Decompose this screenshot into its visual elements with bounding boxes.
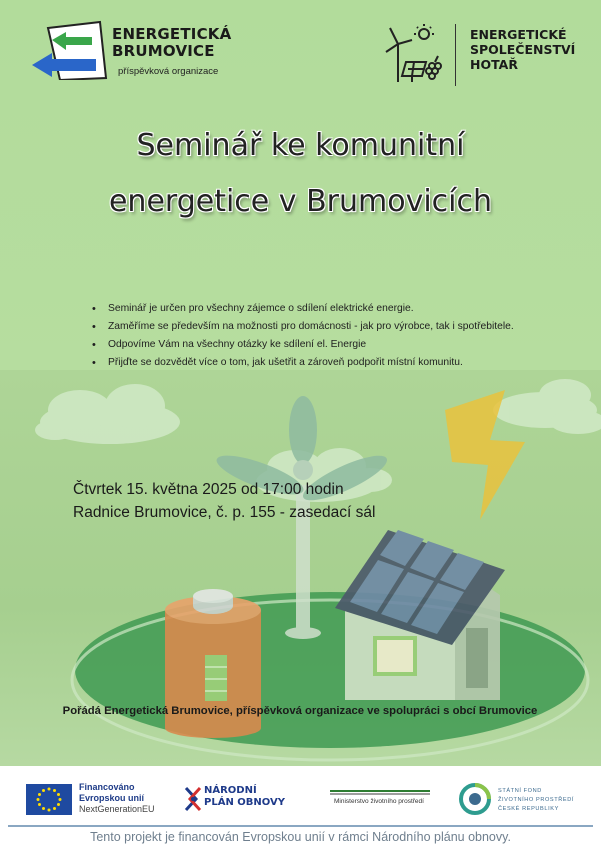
sfzp-line1: STÁTNÍ FOND (498, 788, 542, 794)
eu-line3: NextGenerationEU (79, 804, 155, 814)
logo-left-title-line1: ENERGETICKÁ (112, 25, 232, 43)
logo-right-divider (455, 24, 456, 86)
energeticke-spolecenstvi-logo (382, 22, 587, 88)
info-bullet-list (94, 300, 534, 372)
page-title (0, 118, 601, 230)
sfzp-text (498, 787, 574, 814)
event-details (73, 478, 375, 524)
logo-right-line3: HOTAŘ (470, 57, 518, 72)
title-line2: energetice v Brumovicích (108, 184, 493, 219)
logo-left-title (112, 26, 231, 60)
energeticka-brumovice-logo (30, 18, 230, 88)
npo-emblem-icon (182, 784, 204, 814)
cloud-right (493, 379, 601, 434)
wind-solar-grapes-icon (382, 22, 448, 86)
eu-funding-logo (26, 780, 176, 820)
organizer-note: Pořádá Energetická Brumovice, příspěvková organizace ve spolupráci s obcí Brumovice (62, 705, 538, 717)
mzp-logo (330, 790, 434, 814)
event-location: Radnice Brumovice, č. p. 155 - zasedací sál (73, 504, 376, 521)
arrows-house-icon (30, 20, 110, 80)
logo-left-subtitle: příspěvková organizace (118, 66, 219, 77)
sfzp-logo (458, 782, 588, 820)
logo-right-line2: SPOLEČENSTVÍ (470, 42, 576, 57)
npo-line1: NÁRODNÍ (204, 785, 257, 796)
footer-funding-note: Tento projekt je financován Evropskou unií v rámci Národního plánu obnovy. (90, 830, 511, 844)
mzp-line-grey (330, 793, 430, 795)
mzp-text: Ministerstvo životního prostředí (334, 798, 424, 805)
logo-left-title-line2: BRUMOVICE (112, 42, 215, 60)
sfzp-emblem-icon (458, 782, 492, 816)
logo-right-text (470, 27, 575, 72)
sfzp-line2: ŽIVOTNÍHO PROSTŘEDÍ (498, 797, 575, 803)
cloud-left (35, 384, 180, 444)
eu-flag-icon (26, 784, 72, 815)
sfzp-line3: ČESKÉ REPUBLIKY (498, 806, 559, 812)
bullet-item: • Odpovíme Vám na všechny otázky ke sdílení el. Energie (94, 336, 534, 354)
ground-island (75, 592, 585, 748)
mzp-line-green (330, 790, 430, 792)
npo-line2: PLÁN OBNOVY (204, 797, 285, 808)
footer-divider (8, 825, 593, 827)
narodni-plan-obnovy-logo (182, 782, 312, 820)
bullet-item: • Seminář je určen pro všechny zájemce o sdílení elektrické energie. (94, 300, 534, 318)
house (335, 530, 505, 700)
event-date-time: Čtvrtek 15. května 2025 od 17:00 hodin (73, 481, 344, 498)
npo-text (204, 785, 285, 809)
logo-right-line1: ENERGETICKÉ (470, 27, 567, 42)
title-line1: Seminář ke komunitní (136, 128, 465, 163)
bullet-item: • Zaměříme se především na možnosti pro domácnosti - jak pro výrobce, tak i spotřebitele. (94, 318, 534, 336)
eu-line1: Financováno (79, 782, 135, 792)
eu-text (79, 782, 155, 815)
eu-line2: Evropskou unií (79, 793, 145, 803)
footer (0, 766, 601, 853)
bullet-item: • Přijďte se dozvědět více o tom, jak ušetřit a zároveň podpořit místní komunitu. (94, 354, 534, 372)
